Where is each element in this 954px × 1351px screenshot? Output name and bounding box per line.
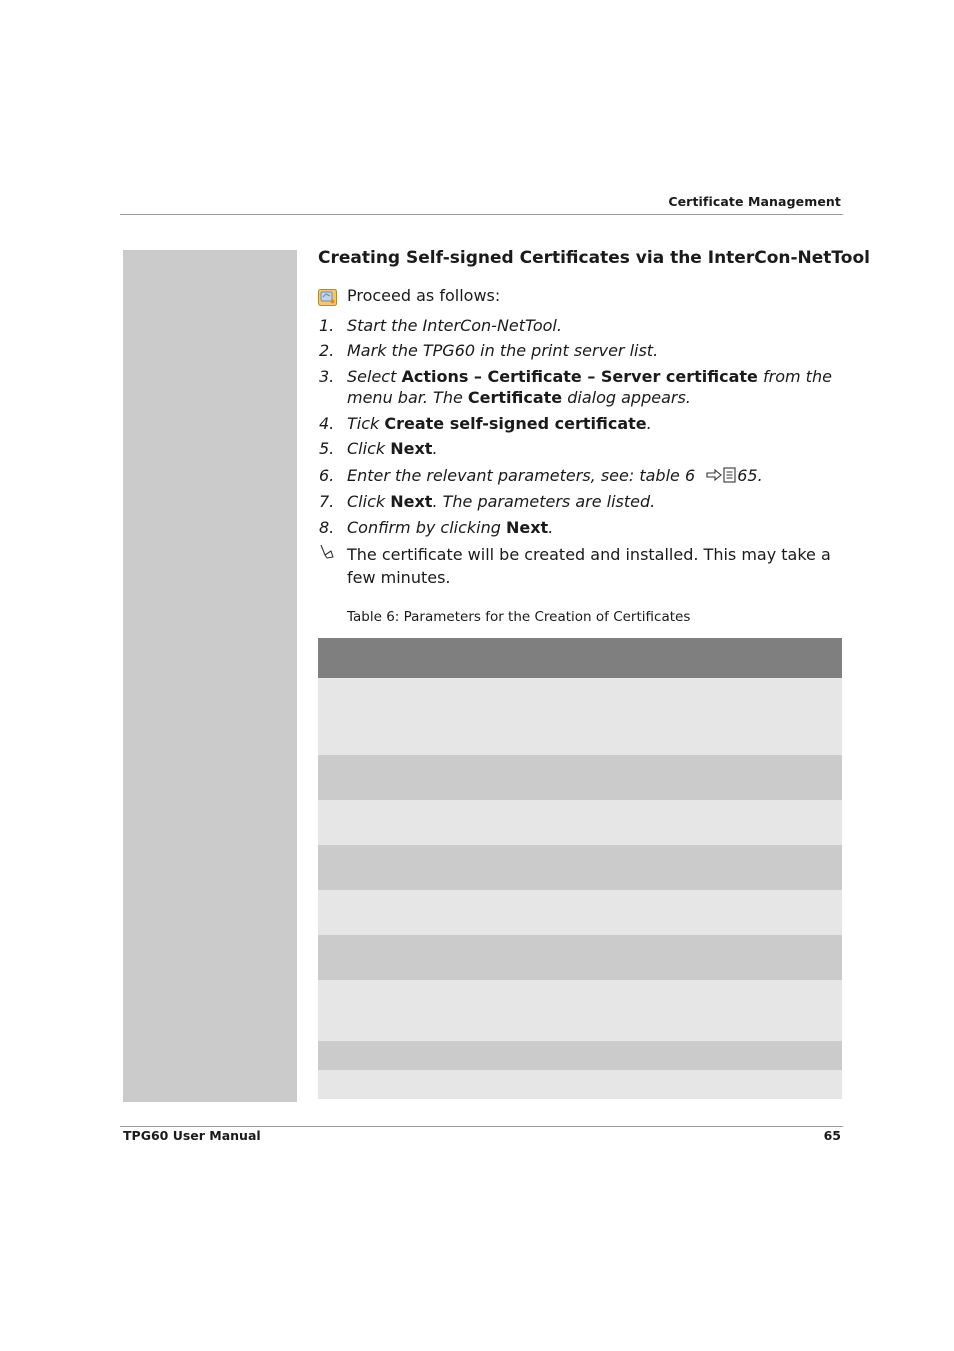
page-reference[interactable]: 65. — [737, 466, 763, 485]
running-header: Certificate Management — [668, 194, 841, 209]
step-text-part: Confirm by clicking — [347, 518, 506, 537]
step-number: 7. — [319, 492, 335, 511]
procedure-icon — [318, 288, 337, 307]
table-row — [318, 755, 842, 800]
step-text-part: Click — [347, 439, 391, 458]
step-text — [347, 366, 842, 408]
button-name: Next — [390, 492, 433, 511]
result-text: The certificate will be created and installed. This may take a few minutes. — [347, 545, 831, 587]
step-text-part: Select — [347, 367, 402, 386]
step-text-part: . The parameters are listed. — [432, 492, 656, 511]
step-text — [347, 413, 842, 434]
step-text: Start the InterCon-NetTool. — [347, 316, 562, 335]
table-row — [318, 980, 842, 1041]
step-text-part: dialog appears. — [562, 388, 691, 407]
table-row — [318, 890, 842, 935]
step-text-part: Click — [347, 492, 391, 511]
option-name: Create self-signed certificate — [384, 414, 647, 433]
table-caption: Table 6: Parameters for the Creation of Certificates — [347, 609, 691, 625]
table-row — [318, 800, 842, 845]
step-text-part: Tick — [347, 414, 385, 433]
step-text — [347, 465, 842, 488]
step-number: 6. — [319, 466, 335, 485]
page-number: 65 — [823, 1128, 841, 1143]
section-heading: Creating Self-signed Certificates via the InterCon-NetTool — [318, 248, 870, 268]
table-row — [318, 935, 842, 980]
margin-column — [123, 250, 297, 1102]
step-text-part: Enter the relevant parameters, see: table 6 — [347, 466, 701, 485]
button-name: Next — [390, 439, 433, 458]
step-text — [347, 438, 842, 459]
step-text — [347, 491, 842, 512]
step-text-part: . — [432, 439, 438, 458]
table-header-row — [318, 638, 842, 678]
step-number: 8. — [319, 518, 335, 537]
step-number: 2. — [319, 341, 335, 360]
intro-text: Proceed as follows: — [347, 286, 501, 305]
header-divider — [120, 214, 843, 215]
step-text-part: . — [646, 414, 652, 433]
table-row — [318, 678, 842, 755]
step-text — [347, 517, 842, 538]
dialog-name: Certificate — [467, 388, 563, 407]
button-name: Next — [505, 518, 549, 537]
step-text-part: from the menu bar. The — [347, 367, 832, 407]
table-row — [318, 1041, 842, 1070]
footer-manual-title: TPG60 User Manual — [123, 1128, 261, 1143]
step-text-part: . — [548, 518, 554, 537]
page-reference-icon — [706, 467, 737, 488]
step-number: 4. — [319, 414, 335, 433]
menu-path: Actions – Certificate – Server certificate — [401, 367, 758, 386]
step-number: 1. — [319, 316, 335, 335]
step-text: Mark the TPG60 in the print server list. — [347, 341, 659, 360]
table-row — [318, 845, 842, 890]
table-row — [318, 1070, 842, 1099]
step-number: 3. — [319, 367, 335, 386]
footer-divider — [120, 1126, 843, 1127]
step-number: 5. — [319, 439, 335, 458]
result-arrow-icon — [318, 543, 336, 567]
parameters-table — [318, 638, 842, 1099]
